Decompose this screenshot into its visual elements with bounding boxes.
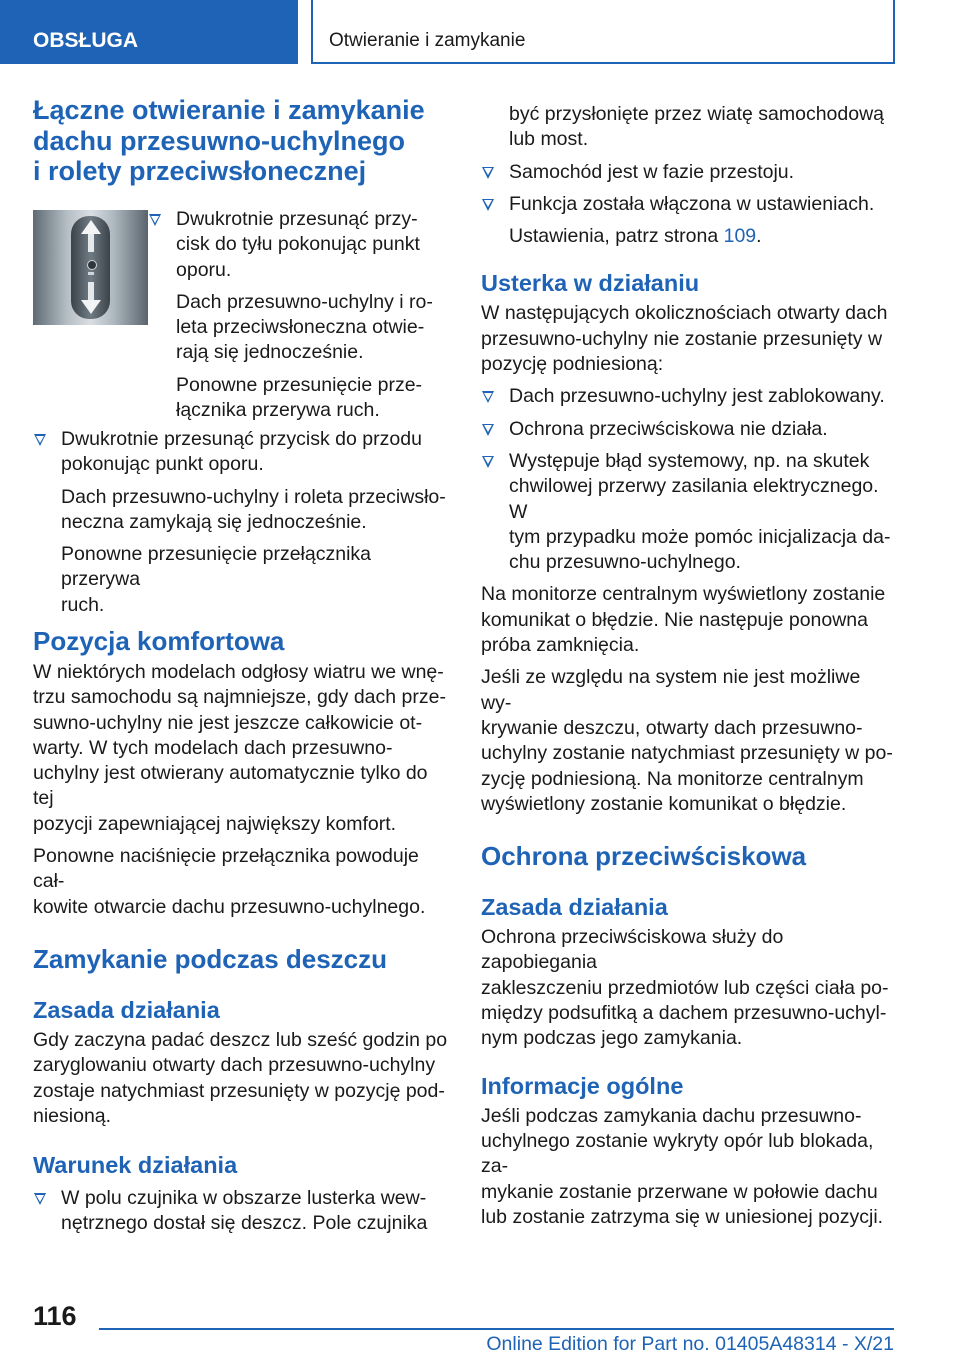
- bullet-triangle-icon: [482, 456, 494, 468]
- left-column: [33, 95, 448, 1235]
- bullet-triangle-icon: [482, 199, 494, 211]
- rain-detection-paragraph: Jeśli ze względu na system nie jest możliwe wy- krywanie deszczu, otwarty dach przesuwno- uchylny zostanie natychmiast przesunięty w po- zycję podniesioną. Na monitorze centralnym wyświetlony zostanie komunikat o błędzie.: [481, 666, 893, 815]
- rain-principle-paragraph: Gdy zaczyna padać deszcz lub sześć godzin po zaryglowaniu otwarty dach przesuwno-uchylny zostaje natychmiast przesunięty w pozycję pod- niesioną.: [33, 1028, 448, 1127]
- heading-operating-principle: Zasada działania: [33, 996, 220, 1023]
- heading-comfort-position: Pozycja komfortowa: [33, 626, 285, 656]
- footer-edition: Online Edition for Part no. 01405A48314 - X/21: [486, 1333, 894, 1355]
- bullet-triangle-icon: [482, 391, 494, 403]
- list-item-open-both: Dwukrotnie przesunąć przy- cisk do tyłu pokonując punkt oporu. Dach przesuwno-uchylny i ro- leta przeciwsłoneczna otwie- rają się jednocześnie. Ponowne przesunięcie prze- łącznika przerywa ruch.: [148, 207, 448, 423]
- list-item-setting-enabled: Funkcja została włączona w ustawieniach. Ustawienia, patrz strona 109.: [481, 192, 896, 250]
- list-item-rain-sensor: W polu czujnika w obszarze lusterka wew- nętrznego dostał się deszcz. Pole czujnika: [33, 1186, 453, 1237]
- heading-general-info: Informacje ogólne: [481, 1072, 684, 1099]
- open-both-result: Dach przesuwno-uchylny i ro- leta przeciwsłoneczna otwie- rają się jednocześnie.: [176, 290, 433, 364]
- roof-switch-photo: [33, 210, 148, 325]
- comfort-paragraph-1: W niektórych modelach odgłosy wiatru we wnę- trzu samochodu są najmniejsze, gdy dach prze- suwno-uchylny nie jest jeszcze całkowicie ot- warty. W tych modelach dach przesuwno- uchylny jest otwierany automatycznie tylko do tej pozycji zapewniającej największy komfort.: [33, 661, 446, 835]
- heading-malfunction: Usterka w działaniu: [481, 270, 700, 297]
- list-item-roof-blocked: Dach przesuwno-uchylny jest zablokowany.: [481, 384, 896, 409]
- heading-pinch-protection: Ochrona przeciwściskowa: [481, 841, 807, 872]
- malfunction-paragraph: W następujących okolicznościach otwarty dach przesuwno-uchylny nie zostanie przesunięty w pozycję podniesioną:: [481, 302, 888, 376]
- monitor-paragraph: Na monitorze centralnym wyświetlony zostanie komunikat o błędzie. Nie następuje ponowna próba zamknięcia.: [481, 583, 886, 657]
- chapter-title: Otwieranie i zamykanie: [311, 0, 895, 64]
- heading-operating-condition: Warunek działania: [33, 1152, 238, 1179]
- comfort-paragraph-2: Ponowne naciśnięcie przełącznika powoduje cał- kowite otwarcie dachu przesuwno-uchylnego.: [33, 845, 426, 918]
- list-item-system-error: Występuje błąd systemowy, np. na skutek chwilowej przerwy zasilania elektrycznego. W tym przypadku może pomóc inicjalizacja da- chu przesuwno-uchylnego.: [481, 449, 896, 575]
- arrow-down-icon: [81, 300, 101, 314]
- right-column: [481, 95, 896, 1230]
- heading-rain-closing: Zamykanie podczas deszczu: [33, 943, 388, 974]
- bullet-triangle-icon: [482, 424, 494, 436]
- sensor-continuation: być przysłonięte przez wiatę samochodową lub most.: [509, 103, 885, 151]
- heading-operating-principle-2: Zasada działania: [481, 894, 668, 921]
- general-info-paragraph: Jeśli podczas zamykania dachu przesuwno- uchylnego zostanie wykryty opór lub blokada, za- mykanie zostanie przerwane w połowie dachu lub zostanie zatrzyma się w uniesionej pozycji.: [481, 1104, 884, 1228]
- page-link[interactable]: 109: [723, 225, 757, 248]
- bullet-triangle-icon: [482, 167, 494, 179]
- arrow-up-icon: [81, 220, 101, 234]
- bullet-triangle-icon: [149, 214, 161, 226]
- bullet-triangle-icon: [34, 434, 46, 446]
- list-item-pinch-protection-fail: Ochrona przeciwściskowa nie działa.: [481, 417, 896, 442]
- list-item-parked: Samochód jest w fazie przestoju.: [481, 160, 896, 185]
- list-item-close-both: Dwukrotnie przesunąć przycisk do przodu pokonując punkt oporu. Dach przesuwno-uchylny i roleta przeciwsło- neczna zamykają się jednocześnie. Ponowne przesunięcie przełącznika przerywa ruch.: [33, 427, 448, 618]
- heading-combined-open-close: Łączne otwieranie i zamykanie dachu przesuwno-uchylnego i rolety przeciwsłonecznej: [33, 95, 425, 186]
- footer-rule: [99, 1328, 894, 1330]
- bullet-triangle-icon: [34, 1193, 46, 1205]
- pinch-principle-paragraph: Ochrona przeciwściskowa służy do zapobiegania zakleszczeniu przedmiotów lub części ciała po- między podsufitką a dachem przesuwno-uchyl- nym podczas jego zamykania.: [481, 926, 889, 1050]
- open-both-stop: Ponowne przesunięcie prze- łącznika przerywa ruch.: [176, 373, 423, 422]
- section-tab: OBSŁUGA: [0, 0, 298, 64]
- page-number: 116: [33, 1301, 77, 1331]
- settings-reference: Ustawienia, patrz strona 109.: [509, 225, 762, 248]
